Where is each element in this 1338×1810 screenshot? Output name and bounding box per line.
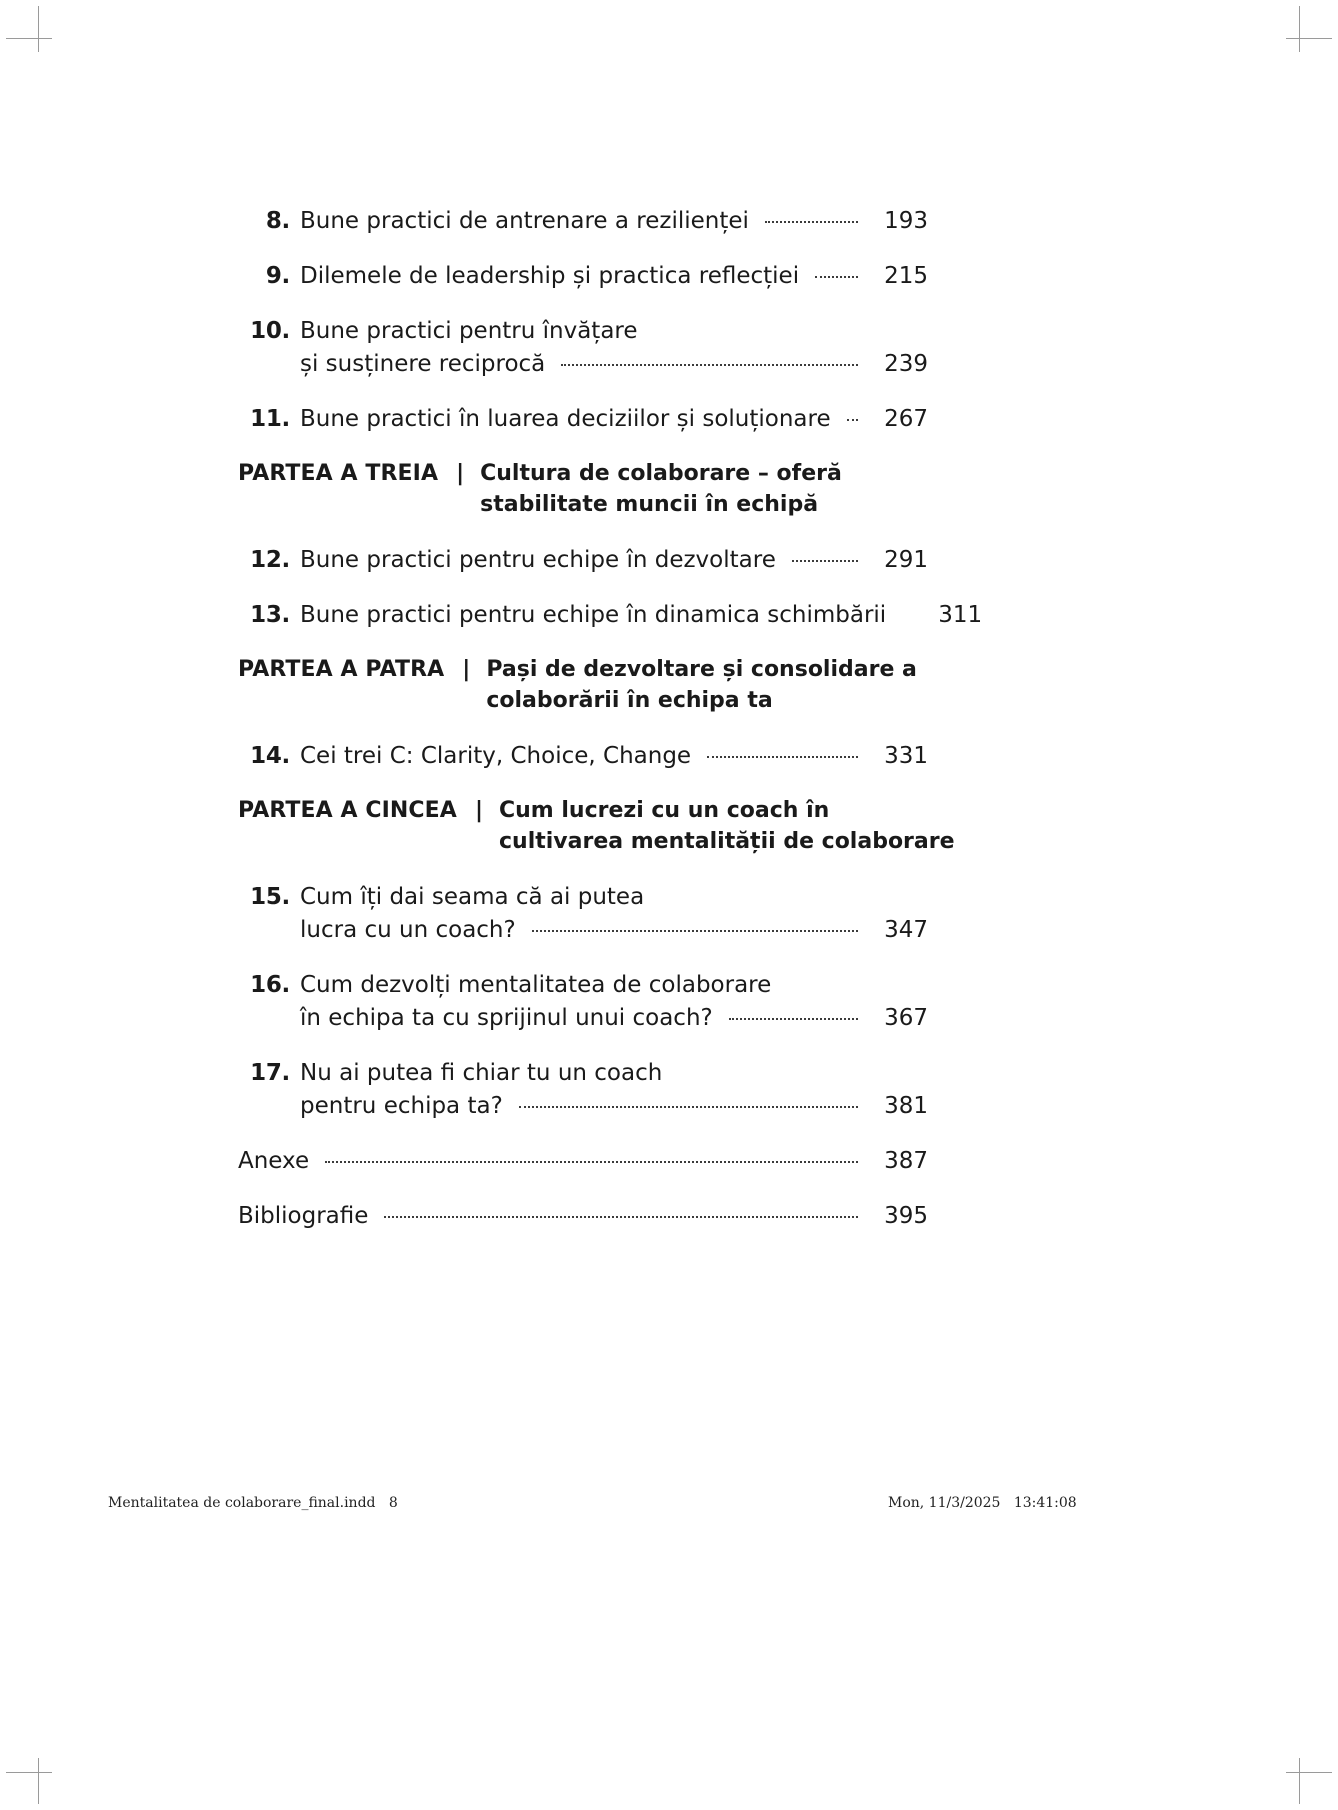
toc-part-title xyxy=(480,458,928,520)
footer-timestamp: Mon, 11/3/2025 13:41:08 xyxy=(888,1495,1077,1511)
table-of-contents xyxy=(238,205,983,1255)
toc-entry[interactable] xyxy=(238,1057,928,1123)
crop-mark-top-left-horizontal xyxy=(6,38,52,39)
toc-entry-line xyxy=(300,914,928,947)
toc-entry-title: Dilemele de leadership și practica reflecției xyxy=(300,263,800,289)
toc-part-name: PARTEA A PATRA xyxy=(238,657,445,682)
toc-page-number: 387 xyxy=(884,1148,928,1174)
toc-entry-line xyxy=(300,348,928,381)
toc-part-separator: | xyxy=(462,657,471,682)
toc-leader-dots xyxy=(847,419,858,421)
toc-part-heading xyxy=(238,795,955,857)
toc-entry[interactable] xyxy=(238,403,928,436)
toc-part-heading xyxy=(238,458,928,520)
toc-entry-number: 8. xyxy=(265,208,290,234)
toc-leader-dots xyxy=(765,221,858,223)
toc-part-title-line: Pași de dezvoltare și consolidare a xyxy=(486,657,917,682)
toc-entry[interactable] xyxy=(238,969,928,1035)
toc-entry-line xyxy=(300,881,928,914)
toc-entry-title: Bune practici în luarea deciziilor și soluționare xyxy=(300,406,831,432)
toc-entry-line xyxy=(300,599,983,632)
toc-page-number: 347 xyxy=(884,917,928,943)
toc-entry-title: în echipa ta cu sprijinul unui coach? xyxy=(300,1005,713,1031)
toc-entry-title: Cum îți dai seama că ai putea xyxy=(300,884,645,910)
toc-part-name: PARTEA A CINCEA xyxy=(238,798,457,823)
toc-entry-number: 9. xyxy=(265,263,290,289)
crop-mark-top-right-horizontal xyxy=(1286,38,1332,39)
toc-entry-body xyxy=(300,969,928,1035)
toc-part-heading xyxy=(238,654,928,716)
toc-part-title-line: cultivarea mentalității de colaborare xyxy=(498,829,955,854)
toc-backmatter-title: Bibliografie xyxy=(238,1203,369,1229)
toc-leader-dots xyxy=(792,560,858,562)
toc-entry[interactable] xyxy=(238,315,928,381)
toc-entry[interactable] xyxy=(238,544,928,577)
toc-entry-number: 10. xyxy=(250,318,290,344)
toc-page-number: 331 xyxy=(884,743,928,769)
toc-entry-line xyxy=(300,205,928,238)
toc-leader-dots xyxy=(707,756,858,758)
toc-part-title-line: Cultura de colaborare – oferă xyxy=(480,461,842,486)
toc-page-number: 367 xyxy=(884,1005,928,1031)
toc-part-title-line: colaborării în echipa ta xyxy=(486,688,773,713)
toc-entry-number: 13. xyxy=(250,602,290,628)
toc-page-number: 267 xyxy=(884,406,928,432)
toc-entry[interactable] xyxy=(238,740,928,773)
toc-part-separator: | xyxy=(456,461,465,486)
toc-entry-body xyxy=(300,599,983,632)
toc-entry-line xyxy=(300,740,928,773)
toc-page-number: 311 xyxy=(938,602,983,628)
toc-leader-dots xyxy=(815,276,858,278)
crop-mark-bottom-left-vertical xyxy=(38,1758,39,1804)
toc-entry-body xyxy=(300,740,928,773)
toc-entry[interactable] xyxy=(238,205,928,238)
toc-entry-number: 14. xyxy=(250,743,290,769)
toc-entry-line xyxy=(300,1057,928,1090)
toc-page-number: 381 xyxy=(884,1093,928,1119)
toc-entry-line xyxy=(300,315,928,348)
toc-entry-title: Bune practici de antrenare a rezilienței xyxy=(300,208,749,234)
toc-part-title-line: Cum lucrezi cu un coach în xyxy=(498,798,830,823)
toc-entry-line xyxy=(300,1090,928,1123)
toc-entry-body xyxy=(300,544,928,577)
toc-leader-dots xyxy=(532,930,858,932)
toc-backmatter-entry[interactable] xyxy=(238,1145,928,1178)
toc-part-title xyxy=(486,654,928,716)
toc-entry-body xyxy=(300,315,928,381)
footer-file-name: Mentalitatea de colaborare_final.indd 8 xyxy=(108,1495,398,1511)
toc-entry-line xyxy=(300,260,928,293)
toc-entry[interactable] xyxy=(238,260,928,293)
toc-backmatter-entry[interactable] xyxy=(238,1200,928,1233)
toc-entry-body xyxy=(300,205,928,238)
toc-entry-title: Bune practici pentru echipe în dinamica schimbării xyxy=(300,602,887,628)
crop-mark-bottom-right-vertical xyxy=(1299,1758,1300,1804)
toc-page-number: 193 xyxy=(884,208,928,234)
toc-entry-title: și susținere reciprocă xyxy=(300,351,546,377)
toc-entry-body xyxy=(300,881,928,947)
toc-entry-line xyxy=(300,403,928,436)
toc-entry-title: Bune practici pentru echipe în dezvoltare xyxy=(300,547,776,573)
toc-entry-title: Cum dezvolți mentalitatea de colaborare xyxy=(300,972,772,998)
toc-entry-title: Bune practici pentru învățare xyxy=(300,318,638,344)
toc-leader-dots xyxy=(325,1161,858,1163)
toc-leader-dots xyxy=(729,1018,858,1020)
toc-backmatter-title: Anexe xyxy=(238,1148,310,1174)
toc-entry-number: 15. xyxy=(250,884,290,910)
toc-leader-dots xyxy=(519,1106,858,1108)
toc-entry-line xyxy=(300,544,928,577)
toc-part-name: PARTEA A TREIA xyxy=(238,461,439,486)
toc-entry[interactable] xyxy=(238,881,928,947)
toc-entry-number: 12. xyxy=(250,547,290,573)
toc-entry-title: pentru echipa ta? xyxy=(300,1093,503,1119)
crop-mark-bottom-left-horizontal xyxy=(6,1772,52,1773)
toc-entry-body xyxy=(300,403,928,436)
toc-entry-title: Cei trei C: Clarity, Choice, Change xyxy=(300,743,692,769)
toc-entry-number: 17. xyxy=(250,1060,290,1086)
toc-page-number: 291 xyxy=(884,547,928,573)
toc-entry-number: 16. xyxy=(250,972,290,998)
toc-leader-dots xyxy=(561,364,858,366)
toc-entry-number: 11. xyxy=(250,406,290,432)
toc-entry-body xyxy=(300,1057,928,1123)
crop-mark-top-left-vertical xyxy=(38,6,39,52)
crop-mark-bottom-right-horizontal xyxy=(1286,1772,1332,1773)
toc-part-title-line: stabilitate muncii în echipă xyxy=(480,492,819,517)
toc-part-separator: | xyxy=(474,798,483,823)
toc-entry-body xyxy=(300,260,928,293)
toc-entry[interactable] xyxy=(238,599,983,632)
toc-entry-line xyxy=(300,1002,928,1035)
crop-mark-top-right-vertical xyxy=(1299,6,1300,52)
toc-entry-line xyxy=(300,969,928,1002)
toc-leader-dots xyxy=(384,1216,858,1218)
toc-entry-title: lucra cu un coach? xyxy=(300,917,516,943)
toc-page-number: 239 xyxy=(884,351,928,377)
toc-part-title xyxy=(499,795,955,857)
toc-page-number: 395 xyxy=(884,1203,928,1229)
toc-page-number: 215 xyxy=(884,263,928,289)
toc-entry-title: Nu ai putea fi chiar tu un coach xyxy=(300,1060,663,1086)
